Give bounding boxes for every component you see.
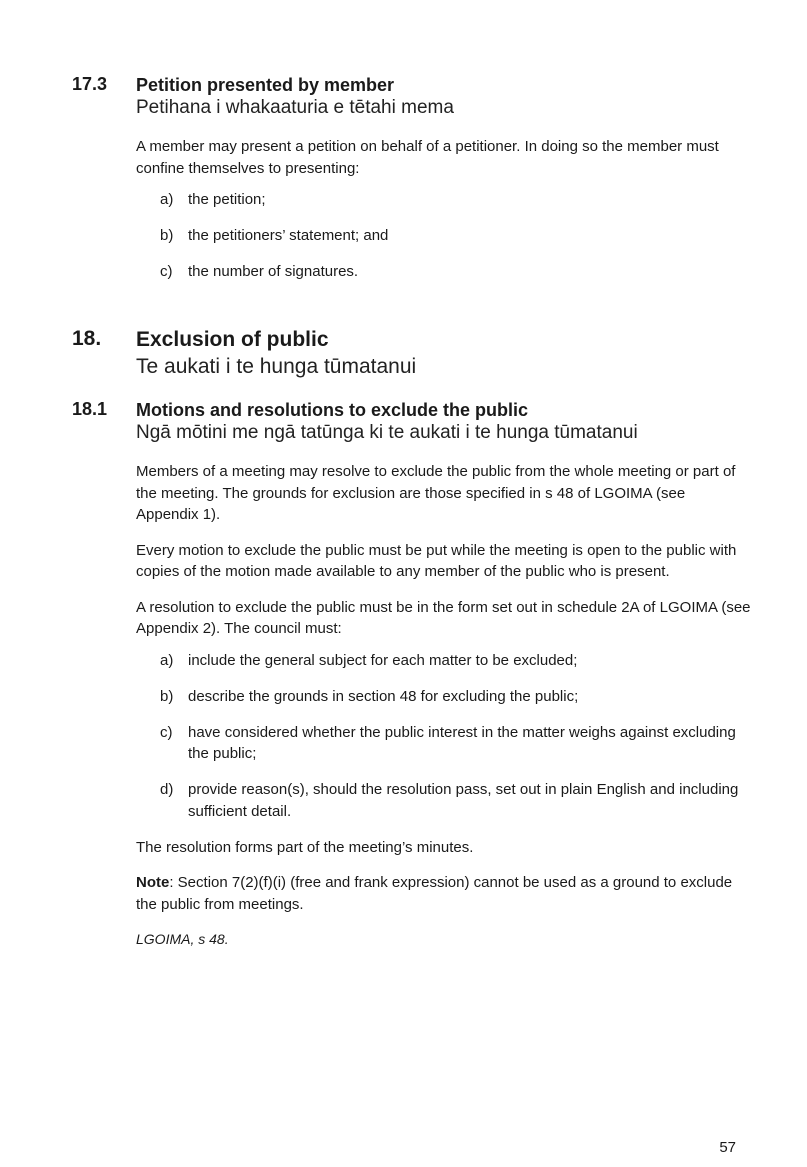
list-item-text: the petitioners’ statement; and (188, 227, 389, 244)
list-marker: b) (160, 687, 174, 705)
paragraph: A resolution to exclude the public must be in the form set out in schedule 2A of LGOIMA (see Appendix 2). The council must: (136, 598, 751, 637)
section-number: 18. (72, 327, 102, 350)
section-title: Motions and resolutions to exclude the public (136, 400, 529, 420)
section-subtitle: Ngā mōtini me ngā tatūnga ki te aukati i te hunga tūmatanui (136, 422, 638, 443)
list-marker: a) (160, 651, 174, 669)
citation: LGOIMA, s 48. (136, 931, 229, 947)
list-item (136, 225, 751, 247)
list-marker: b) (160, 227, 174, 244)
section-subtitle: Petihana i whakaaturia e tētahi mema (136, 97, 454, 118)
section-title: Exclusion of public (136, 328, 329, 351)
list-marker: a) (160, 191, 174, 208)
paragraph: Every motion to exclude the public must be put while the meeting is open to the public with copies of the motion made available to any member of the public who is present. (136, 541, 737, 580)
list-item (136, 650, 751, 672)
section-number: 17.3 (72, 74, 108, 94)
note-label: Note (136, 874, 170, 891)
petition-list (136, 189, 751, 283)
list-item (136, 189, 751, 211)
list-item-text: have considered whether the public interest in the matter weighs against excluding the public; (188, 723, 736, 762)
list-item-text: include the general subject for each matter to be excluded; (188, 651, 578, 669)
list-item-text: provide reason(s), should the resolution pass, set out in plain English and including sufficient detail. (188, 781, 739, 820)
section-title: Petition presented by member (136, 75, 395, 95)
note-text: : Section 7(2)(f)(i) (free and frank expression) cannot be used as a ground to exclude the public from meetings. (136, 874, 733, 913)
section-number: 18.1 (72, 399, 108, 419)
list-marker: c) (160, 263, 173, 280)
page-number: 57 (719, 1139, 736, 1156)
paragraph: Members of a meeting may resolve to exclude the public from the whole meeting or part of the meeting. The grounds for exclusion are those specified in s 48 of LGOIMA (see Appendix 1). (136, 463, 736, 523)
list-item-text: the petition; (188, 191, 266, 208)
list-marker: d) (160, 781, 174, 798)
list-item (136, 686, 751, 708)
list-item (136, 779, 751, 822)
list-item-text: the number of signatures. (188, 263, 359, 280)
paragraph: A member may present a petition on behalf of a petitioner. In doing so the member must confine themselves to presenting: (136, 138, 719, 177)
note-paragraph (136, 872, 751, 915)
paragraph: The resolution forms part of the meeting’s minutes. (136, 838, 474, 856)
section-subtitle: Te aukati i te hunga tūmatanui (136, 355, 417, 378)
list-item (136, 261, 751, 283)
list-marker: c) (160, 723, 173, 741)
resolution-list (136, 650, 751, 823)
list-item (136, 722, 751, 765)
list-item-text: describe the grounds in section 48 for excluding the public; (188, 687, 579, 705)
